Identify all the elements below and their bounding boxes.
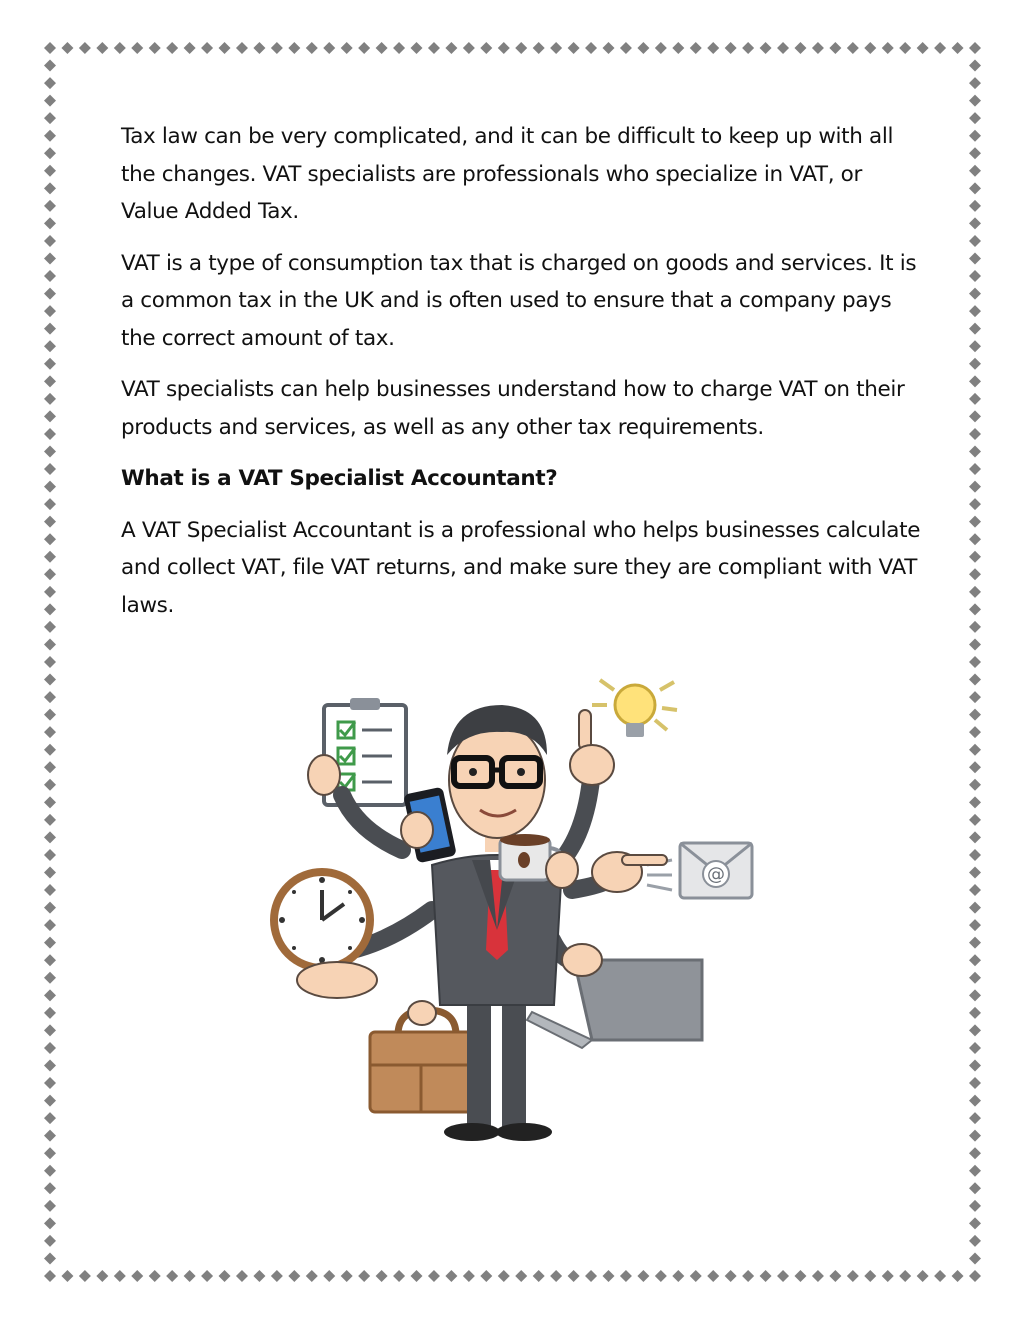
border-diamond: [847, 1270, 859, 1282]
border-diamond: [969, 796, 981, 808]
border-diamond: [969, 1007, 981, 1019]
border-diamond: [969, 656, 981, 668]
border-diamond: [725, 1270, 737, 1282]
border-diamond: [44, 796, 56, 808]
border-diamond: [969, 358, 981, 370]
border-diamond: [44, 428, 56, 440]
border-diamond: [44, 1270, 56, 1282]
border-diamond: [969, 726, 981, 738]
border-diamond: [969, 849, 981, 861]
border-diamond: [44, 1235, 56, 1247]
border-diamond: [131, 42, 143, 54]
border-diamond: [131, 1270, 143, 1282]
border-diamond: [777, 1270, 789, 1282]
border-diamond: [969, 165, 981, 177]
border-diamond: [969, 831, 981, 843]
border-diamond: [44, 130, 56, 142]
border-diamond: [44, 95, 56, 107]
border-diamond: [969, 761, 981, 773]
border-diamond: [44, 165, 56, 177]
border-diamond: [44, 1112, 56, 1124]
border-diamond: [44, 814, 56, 826]
border-diamond: [44, 253, 56, 265]
border-diamond: [899, 1270, 911, 1282]
section-heading: What is a VAT Specialist Accountant?: [121, 466, 558, 491]
border-diamond: [149, 42, 161, 54]
border-diamond: [777, 42, 789, 54]
border-diamond: [969, 1252, 981, 1264]
border-diamond: [44, 621, 56, 633]
border-diamond: [44, 551, 56, 563]
border-diamond: [358, 1270, 370, 1282]
border-diamond: [969, 954, 981, 966]
border-diamond: [707, 1270, 719, 1282]
border-diamond: [969, 603, 981, 615]
border-diamond: [445, 1270, 457, 1282]
border-diamond: [969, 112, 981, 124]
border-diamond: [480, 42, 492, 54]
border-diamond: [568, 42, 580, 54]
border-diamond: [969, 1235, 981, 1247]
border-diamond: [114, 1270, 126, 1282]
border-diamond: [463, 1270, 475, 1282]
border-diamond: [61, 1270, 73, 1282]
border-diamond: [411, 42, 423, 54]
border-diamond: [323, 1270, 335, 1282]
email-envelope-icon: [592, 843, 752, 898]
border-diamond: [44, 1042, 56, 1054]
border-diamond: [969, 305, 981, 317]
border-diamond: [969, 709, 981, 721]
border-diamond: [44, 288, 56, 300]
border-diamond: [44, 516, 56, 528]
border-diamond: [44, 849, 56, 861]
border-diamond: [44, 410, 56, 422]
document-body: [121, 118, 921, 638]
border-diamond: [44, 902, 56, 914]
border-diamond: [44, 112, 56, 124]
border-diamond: [44, 638, 56, 650]
border-diamond: [969, 1059, 981, 1071]
border-diamond: [44, 761, 56, 773]
border-diamond: [882, 1270, 894, 1282]
border-diamond: [969, 147, 981, 159]
border-diamond: [44, 1077, 56, 1089]
border-diamond: [44, 1217, 56, 1229]
border-diamond: [969, 516, 981, 528]
border-diamond: [969, 445, 981, 457]
border-diamond: [44, 1095, 56, 1107]
border-diamond: [742, 42, 754, 54]
border-diamond: [44, 884, 56, 896]
border-diamond: [44, 744, 56, 756]
clock-icon: [274, 872, 377, 998]
border-diamond: [44, 937, 56, 949]
border-diamond: [498, 42, 510, 54]
border-diamond: [201, 1270, 213, 1282]
border-diamond: [44, 1165, 56, 1177]
border-diamond: [969, 1112, 981, 1124]
border-diamond: [79, 42, 91, 54]
border-diamond: [480, 1270, 492, 1282]
border-diamond: [44, 1182, 56, 1194]
paragraph-vat-specialists: VAT specialists can help businesses understand how to charge VAT on their products and services, as well as any other tax requirements.: [121, 377, 905, 440]
border-diamond: [969, 1217, 981, 1229]
border-diamond: [44, 954, 56, 966]
border-diamond: [201, 42, 213, 54]
border-diamond: [655, 42, 667, 54]
border-diamond: [969, 691, 981, 703]
border-diamond: [44, 340, 56, 352]
border-diamond: [323, 42, 335, 54]
border-diamond: [44, 1007, 56, 1019]
border-diamond: [917, 1270, 929, 1282]
border-diamond: [550, 42, 562, 54]
border-diamond: [969, 1095, 981, 1107]
border-diamond: [969, 77, 981, 89]
border-diamond: [969, 410, 981, 422]
email-at-symbol: @: [707, 864, 725, 885]
border-diamond: [760, 42, 772, 54]
border-diamond: [794, 42, 806, 54]
border-diamond: [585, 1270, 597, 1282]
light-bulb-icon: [592, 680, 677, 737]
border-diamond: [44, 674, 56, 686]
border-diamond: [934, 42, 946, 54]
paragraph-vat-definition: VAT is a type of consumption tax that is charged on goods and services. It is a common tax in the UK and is often used to ensure that a company pays the correct amount of tax.: [121, 250, 917, 351]
border-diamond: [166, 1270, 178, 1282]
border-diamond: [376, 42, 388, 54]
paragraph-intro: Tax law can be very complicated, and it can be difficult to keep up with all the changes. VAT specialists are professionals who specialize in VAT, or Value Added Tax.: [121, 124, 894, 224]
border-diamond: [637, 42, 649, 54]
border-diamond: [96, 1270, 108, 1282]
border-diamond: [253, 42, 265, 54]
border-diamond: [585, 42, 597, 54]
border-diamond: [533, 42, 545, 54]
border-diamond: [44, 1147, 56, 1159]
border-diamond: [184, 1270, 196, 1282]
border-diamond: [44, 60, 56, 72]
border-diamond: [44, 445, 56, 457]
border-diamond: [411, 1270, 423, 1282]
border-diamond: [236, 1270, 248, 1282]
border-diamond: [969, 323, 981, 335]
border-diamond: [393, 42, 405, 54]
border-diamond: [341, 42, 353, 54]
border-diamond: [96, 42, 108, 54]
border-diamond: [44, 270, 56, 282]
border-diamond: [44, 726, 56, 738]
border-diamond: [236, 42, 248, 54]
border-diamond: [969, 235, 981, 247]
border-diamond: [969, 533, 981, 545]
border-diamond: [515, 1270, 527, 1282]
border-diamond: [969, 1270, 981, 1282]
border-diamond: [44, 568, 56, 580]
border-diamond: [969, 375, 981, 387]
border-diamond: [44, 1252, 56, 1264]
border-diamond: [969, 130, 981, 142]
border-diamond: [463, 42, 475, 54]
border-diamond: [917, 42, 929, 54]
border-diamond: [969, 638, 981, 650]
border-diamond: [969, 270, 981, 282]
border-diamond: [288, 1270, 300, 1282]
border-diamond: [969, 884, 981, 896]
border-diamond: [969, 744, 981, 756]
border-diamond: [376, 1270, 388, 1282]
border-diamond: [969, 1024, 981, 1036]
border-diamond: [969, 779, 981, 791]
border-diamond: [253, 1270, 265, 1282]
border-diamond: [568, 1270, 580, 1282]
border-diamond: [271, 1270, 283, 1282]
border-diamond: [44, 481, 56, 493]
border-diamond: [44, 867, 56, 879]
border-diamond: [655, 1270, 667, 1282]
border-diamond: [602, 1270, 614, 1282]
border-diamond: [219, 42, 231, 54]
border-diamond: [44, 393, 56, 405]
border-diamond: [44, 656, 56, 668]
border-diamond: [445, 42, 457, 54]
border-diamond: [934, 1270, 946, 1282]
border-diamond: [306, 1270, 318, 1282]
border-diamond: [969, 393, 981, 405]
border-diamond: [969, 919, 981, 931]
border-diamond: [44, 77, 56, 89]
border-diamond: [794, 1270, 806, 1282]
border-diamond: [812, 42, 824, 54]
border-diamond: [969, 1165, 981, 1177]
businessman-face: [447, 705, 547, 852]
border-diamond: [969, 568, 981, 580]
border-diamond: [672, 1270, 684, 1282]
border-diamond: [707, 42, 719, 54]
border-diamond: [271, 42, 283, 54]
border-diamond: [44, 586, 56, 598]
border-diamond: [672, 42, 684, 54]
border-diamond: [829, 1270, 841, 1282]
border-diamond: [637, 1270, 649, 1282]
border-diamond: [393, 1270, 405, 1282]
border-diamond: [969, 621, 981, 633]
briefcase-icon: [370, 1001, 472, 1112]
border-diamond: [620, 1270, 632, 1282]
border-diamond: [44, 691, 56, 703]
border-diamond: [44, 463, 56, 475]
border-diamond: [184, 42, 196, 54]
border-diamond: [882, 42, 894, 54]
border-diamond: [864, 42, 876, 54]
border-diamond: [44, 533, 56, 545]
border-diamond: [847, 42, 859, 54]
border-diamond: [602, 42, 614, 54]
border-diamond: [969, 1200, 981, 1212]
border-diamond: [969, 200, 981, 212]
border-diamond: [969, 340, 981, 352]
border-diamond: [969, 814, 981, 826]
border-diamond: [44, 709, 56, 721]
border-diamond: [79, 1270, 91, 1282]
border-diamond: [44, 323, 56, 335]
border-diamond: [969, 989, 981, 1001]
border-diamond: [969, 1077, 981, 1089]
border-diamond: [620, 42, 632, 54]
border-diamond: [61, 42, 73, 54]
border-diamond: [969, 428, 981, 440]
border-diamond: [725, 42, 737, 54]
border-diamond: [969, 253, 981, 265]
border-diamond: [428, 1270, 440, 1282]
border-diamond: [44, 1059, 56, 1071]
border-diamond: [533, 1270, 545, 1282]
border-diamond: [44, 305, 56, 317]
border-diamond: [498, 1270, 510, 1282]
border-diamond: [44, 375, 56, 387]
border-diamond: [306, 42, 318, 54]
border-diamond: [44, 235, 56, 247]
border-diamond: [969, 60, 981, 72]
border-diamond: [969, 463, 981, 475]
border-diamond: [969, 498, 981, 510]
border-diamond: [44, 989, 56, 1001]
border-diamond: [44, 42, 56, 54]
clipboard-icon: [308, 698, 406, 805]
border-diamond: [969, 288, 981, 300]
border-diamond: [760, 1270, 772, 1282]
border-diamond: [341, 1270, 353, 1282]
border-diamond: [44, 779, 56, 791]
border-diamond: [969, 1042, 981, 1054]
border-diamond: [428, 42, 440, 54]
border-diamond: [44, 1200, 56, 1212]
border-diamond: [812, 1270, 824, 1282]
border-diamond: [969, 551, 981, 563]
paragraph-accountant-definition: A VAT Specialist Accountant is a professional who helps businesses calculate and collect VAT, file VAT returns, and make sure they are compliant with VAT laws.: [121, 517, 921, 618]
border-diamond: [550, 1270, 562, 1282]
border-diamond: [969, 1147, 981, 1159]
border-diamond: [44, 972, 56, 984]
border-diamond: [969, 937, 981, 949]
border-diamond: [44, 182, 56, 194]
border-diamond: [969, 182, 981, 194]
border-diamond: [44, 831, 56, 843]
busy-businessman-illustration: [262, 660, 762, 1150]
border-diamond: [166, 42, 178, 54]
border-diamond: [969, 1130, 981, 1142]
border-diamond: [969, 481, 981, 493]
border-diamond: [969, 972, 981, 984]
border-diamond: [952, 42, 964, 54]
border-diamond: [829, 42, 841, 54]
border-diamond: [288, 42, 300, 54]
border-diamond: [44, 919, 56, 931]
border-diamond: [969, 867, 981, 879]
border-diamond: [969, 586, 981, 598]
border-diamond: [969, 217, 981, 229]
border-diamond: [515, 42, 527, 54]
border-diamond: [690, 42, 702, 54]
border-diamond: [114, 42, 126, 54]
border-diamond: [44, 498, 56, 510]
border-diamond: [44, 217, 56, 229]
border-diamond: [44, 1130, 56, 1142]
border-diamond: [44, 603, 56, 615]
border-diamond: [969, 1182, 981, 1194]
border-diamond: [742, 1270, 754, 1282]
border-diamond: [969, 902, 981, 914]
border-diamond: [952, 1270, 964, 1282]
border-diamond: [219, 1270, 231, 1282]
border-diamond: [899, 42, 911, 54]
pointing-hand-icon: [570, 710, 614, 785]
border-diamond: [969, 95, 981, 107]
border-diamond: [44, 358, 56, 370]
border-diamond: [149, 1270, 161, 1282]
border-diamond: [44, 200, 56, 212]
border-diamond: [358, 42, 370, 54]
border-diamond: [969, 42, 981, 54]
border-diamond: [864, 1270, 876, 1282]
border-diamond: [690, 1270, 702, 1282]
border-diamond: [44, 1024, 56, 1036]
border-diamond: [44, 147, 56, 159]
border-diamond: [969, 674, 981, 686]
